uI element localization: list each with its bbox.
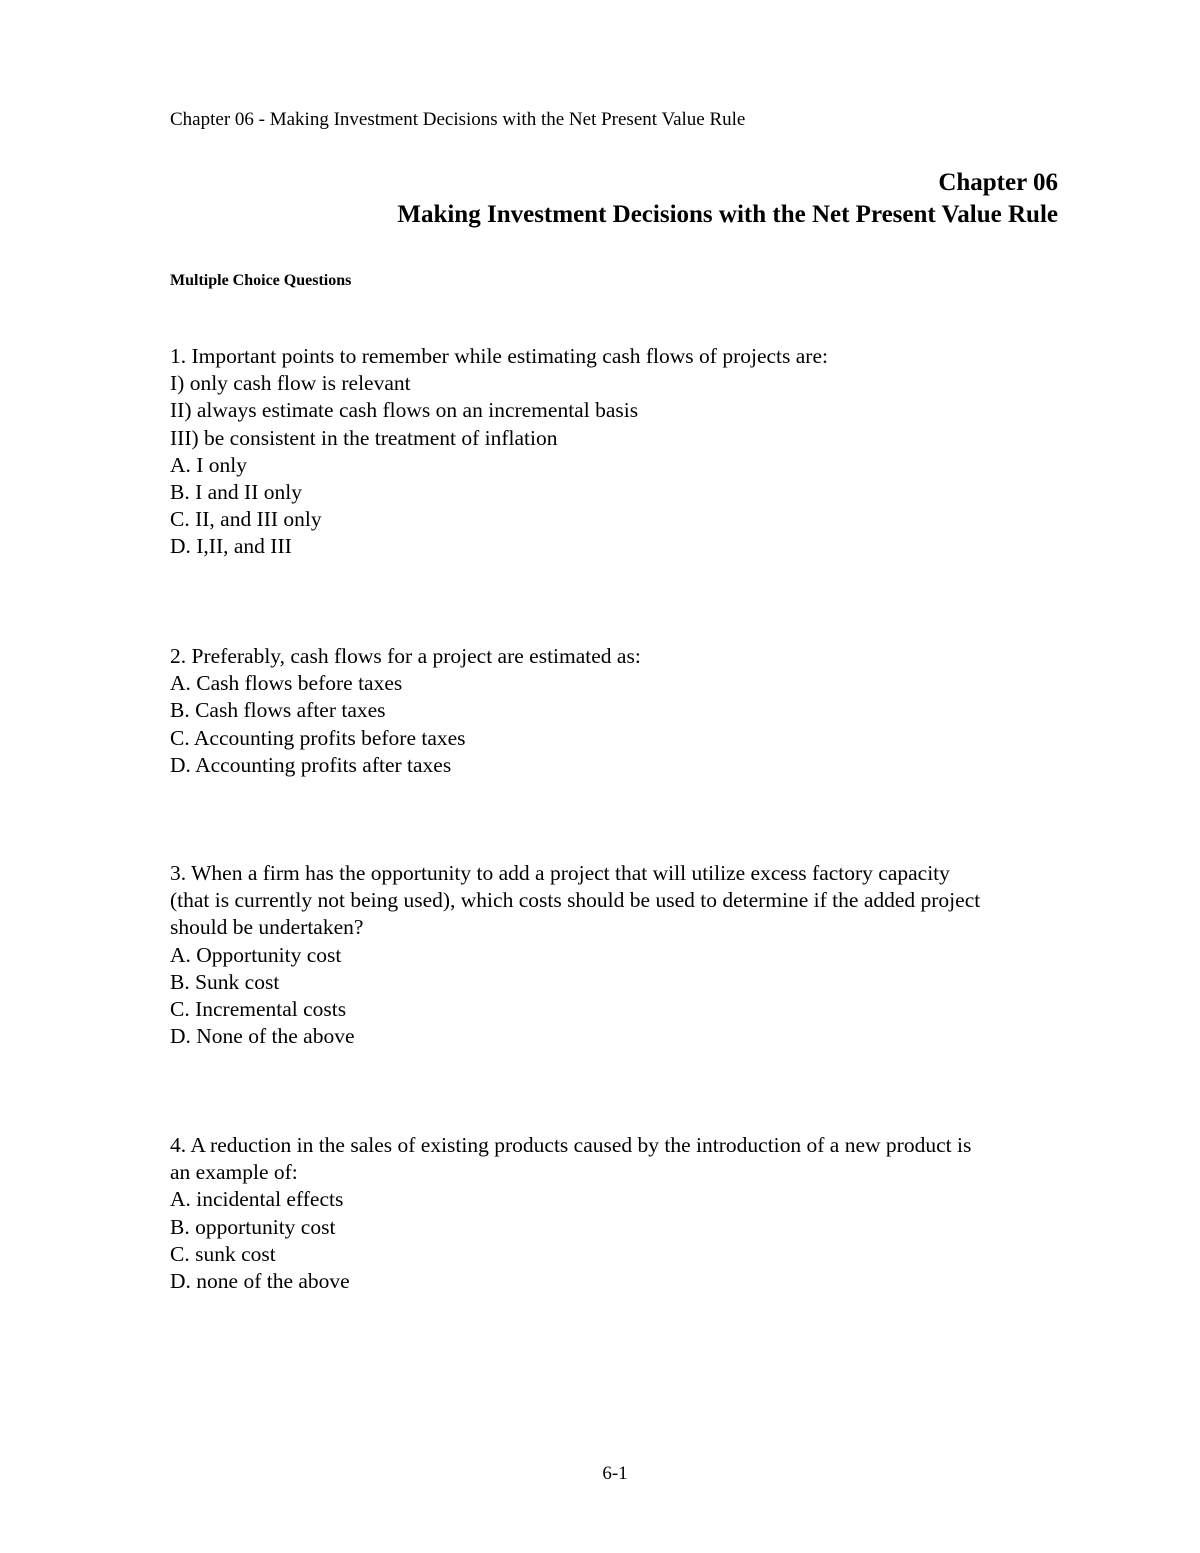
answer-option-c: C. sunk cost [170, 1241, 276, 1266]
chapter-label: Chapter 06 [938, 169, 1058, 196]
question-stem-line: 3. When a firm has the opportunity to add a project that will utilize excess factory capacity [170, 861, 950, 885]
question-stem-line: 2. Preferably, cash flows for a project are estimated as: [170, 644, 641, 668]
answer-option-a: A. incidental effects [170, 1187, 344, 1212]
answer-option-c: C. Accounting profits before taxes [170, 725, 466, 750]
answer-option-b: B. Cash flows after taxes [170, 698, 386, 723]
answer-option-b: B. I and II only [170, 480, 302, 505]
question-2 [170, 643, 1065, 779]
answer-option-a: A. I only [170, 452, 248, 477]
answer-option-d: D. none of the above [170, 1269, 350, 1294]
question-stem-line: 4. A reduction in the sales of existing products caused by the introduction of a new product is [170, 1133, 972, 1157]
section-heading: Multiple Choice Questions [170, 272, 352, 289]
answer-option-b: B. Sunk cost [170, 969, 280, 994]
question-statement: I) only cash flow is relevant [170, 371, 411, 396]
answer-option-d: D. Accounting profits after taxes [170, 752, 452, 777]
question-stem-line: should be undertaken? [170, 915, 364, 940]
question-3 [170, 860, 1065, 1050]
answer-option-d: D. None of the above [170, 1024, 355, 1049]
question-stem-line: (that is currently not being used), which costs should be used to determine if the added project [170, 888, 981, 913]
question-stem-line: 1. Important points to remember while estimating cash flows of projects are: [170, 344, 828, 368]
answer-option-a: A. Opportunity cost [170, 942, 342, 967]
running-header: Chapter 06 - Making Investment Decisions with the Net Present Value Rule [170, 109, 746, 130]
question-1 [170, 343, 1065, 561]
chapter-title: Making Investment Decisions with the Net Present Value Rule [397, 201, 1058, 228]
answer-option-a: A. Cash flows before taxes [170, 671, 403, 696]
question-stem-line: an example of: [170, 1160, 298, 1185]
chapter-title-block [397, 167, 1058, 231]
answer-option-b: B. opportunity cost [170, 1214, 336, 1239]
answer-option-d: D. I,II, and III [170, 534, 292, 559]
question-statement: III) be consistent in the treatment of inflation [170, 425, 558, 450]
page-number: 6-1 [602, 1463, 628, 1484]
answer-option-c: C. II, and III only [170, 507, 322, 532]
question-4 [170, 1132, 1065, 1295]
question-statement: II) always estimate cash flows on an incremental basis [170, 398, 639, 423]
answer-option-c: C. Incremental costs [170, 997, 347, 1022]
